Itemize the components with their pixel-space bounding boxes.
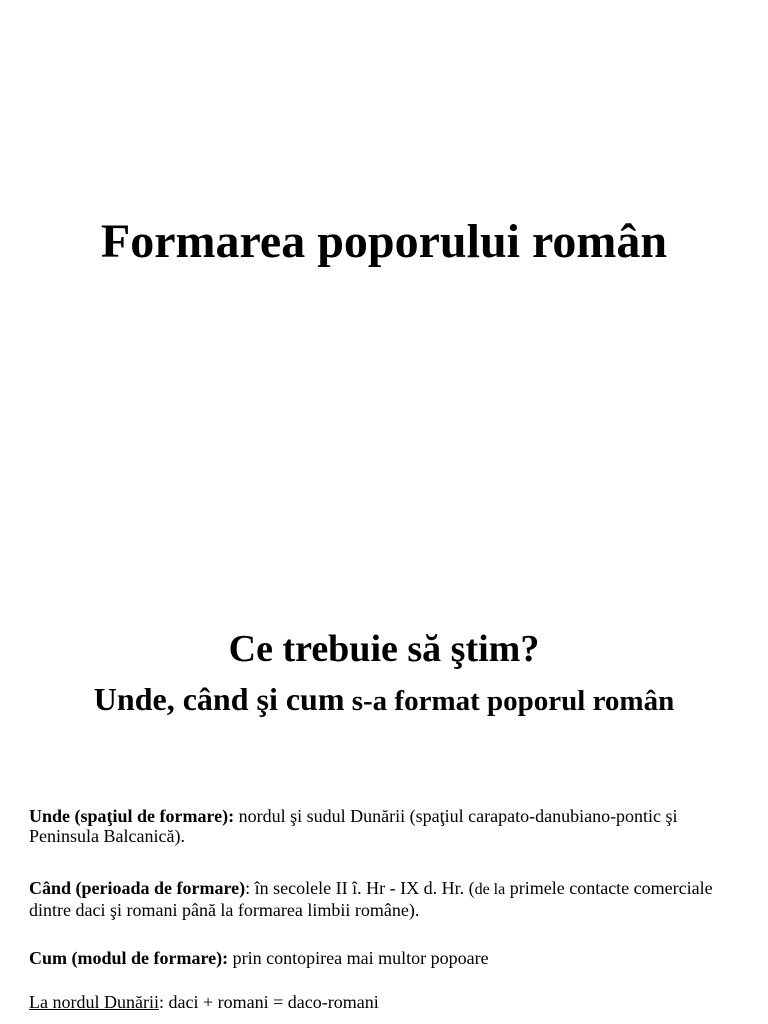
subline-part-1: Unde, când şi cum <box>93 681 345 717</box>
page-title: Formarea poporului român <box>100 215 668 268</box>
subline-part-2: s-a format poporul român <box>344 685 675 717</box>
unde-text: nordul şi sudul Dunării (spaţiul carapato-danubiano-pontic şi Peninsula Balcanică). <box>29 806 678 846</box>
paragraph-cand <box>29 878 739 920</box>
section-question: Ce trebuie să ştim? <box>228 628 540 670</box>
nord-text: : daci + romani = daco-romani <box>158 992 379 1012</box>
cand-label: Când (perioada de formare) <box>29 878 246 898</box>
paragraph-nordul-dunarii <box>29 992 739 1012</box>
cum-label: Cum (modul de formare): <box>29 948 229 968</box>
cand-text: : în secolele II î. Hr - IX d. Hr. ( <box>245 878 475 898</box>
paragraph-cum <box>29 948 739 968</box>
cum-text: prin contopirea mai multor popoare <box>228 948 489 968</box>
paragraph-unde <box>29 806 739 846</box>
section-subline <box>0 678 768 727</box>
cand-text-2: primele contacte comerciale dintre daci şi romani până la formarea limbii române). <box>29 878 713 920</box>
unde-label: Unde (spaţiul de formare): <box>29 806 235 826</box>
cand-small-text: de la <box>474 881 506 898</box>
nord-label: La nordul Dunării <box>29 992 159 1012</box>
